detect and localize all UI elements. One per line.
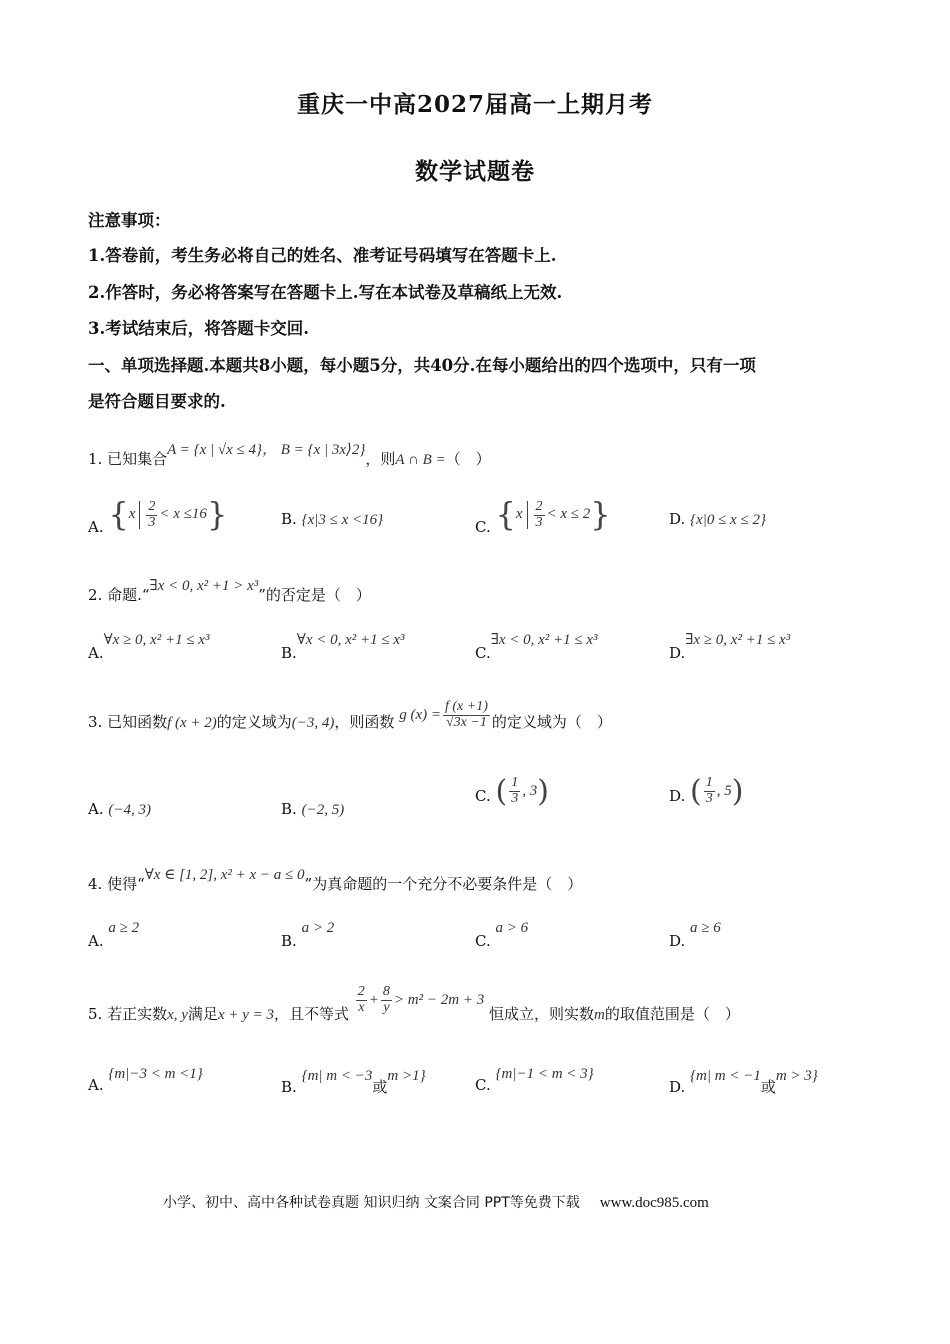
question-2-stem: 2. 命题.“∃x < 0, x² +1 > x³”的否定是（ ） [88, 578, 371, 604]
q1-intersection: A ∩ B = [395, 452, 446, 468]
q3-option-b[interactable]: B. (−2, 5) [281, 800, 345, 818]
exam-subtitle: 数学试题卷 [415, 158, 535, 185]
q4-option-a[interactable]: A. a ≥ 2 [88, 920, 140, 950]
q4-option-c[interactable]: C. a > 6 [475, 920, 529, 950]
question-5-stem: 5. 若正实数x, y满足x + y = 3，且不等式 $\frac{2}{x}$ + $\frac{8}{y}$ > m² − 2m + 3 恒成立，则实数m的取值范围是（ ） [88, 984, 740, 1023]
q4-option-d[interactable]: D. a ≥ 6 [669, 920, 721, 950]
section-1-heading: 一、单项选择题.本题共8小题，每小题5分，共40分.在每小题给出的四个选项中，只有一项 [88, 356, 756, 375]
q5-option-d[interactable]: D. {m| m < −1或m > 3} [669, 1068, 818, 1096]
q2-option-a[interactable]: A.∀x ≥ 0, x² +1 ≤ x³ [88, 632, 210, 662]
q3-option-c[interactable]: C. ( $\frac{1}{3}$ , 3) [475, 774, 549, 809]
page-footer [163, 1192, 709, 1212]
q2-proposition: ∃x < 0, x² +1 > x³ [149, 578, 259, 594]
q1-option-c-math: {x $\frac{2}{3}$ < x ≤ 2} [495, 496, 611, 534]
q5-inequality: $\frac{2}{x}$ + $\frac{8}{y}$ > m² − 2m + 3 [357, 984, 485, 1015]
notice-item-3: 3.考试结束后，将答题卡交回. [88, 319, 309, 338]
q5-option-b[interactable]: B. {m| m < −3或m >1} [281, 1068, 426, 1096]
question-1-stem [88, 442, 491, 469]
q2-option-d[interactable]: D.∃x ≥ 0, x² +1 ≤ x³ [669, 632, 791, 662]
q4-condition: ∀x ∈ [1, 2], x² + x − a ≤ 0 [144, 867, 305, 883]
q5-option-c[interactable]: C. {m|−1 < m < 3} [475, 1066, 594, 1094]
q2-option-c[interactable]: C.∃x < 0, x² +1 ≤ x³ [475, 632, 598, 662]
notice-heading: 注意事项： [88, 211, 171, 230]
q1-option-b-math: {x|3 ≤ x <16} [301, 512, 384, 528]
notice-item-1: 1.答卷前，考生务必将自己的姓名、准考证号码填写在答题卡上. [88, 246, 557, 265]
q3-function-g: g (x) = $\frac{f (x +1)}{√3x -1}$ [399, 699, 488, 730]
footer-text: 小学、初中、高中各种试卷真题 知识归纳 文案合同 PPT等免费下载 [163, 1195, 580, 1211]
notice-item-2: 2.作答时，务必将答案写在答题卡上.写在本试卷及草稿纸上无效. [88, 283, 563, 302]
q1-stem-end: （ ） [445, 450, 491, 468]
q3-option-a[interactable]: A. (−4, 3) [88, 800, 152, 818]
question-4-stem: 4. 使得“∀x ∈ [1, 2], x² + x − a ≤ 0”为真命题的一个充分不必要条件是（ ） [88, 867, 583, 893]
footer-site-link[interactable]: www.doc985.com [599, 1195, 709, 1211]
q5-option-a[interactable]: A. {m|−3 < m <1} [88, 1066, 203, 1094]
exam-title: 重庆一中高2027届高一上期月考 [296, 91, 653, 118]
q1-stem-mid: ，则 [365, 450, 396, 468]
section-1-heading-cont: 是符合题目要求的. [88, 392, 226, 411]
question-3-stem: 3. 已知函数f (x + 2)的定义域为(−3, 4)，则函数 g (x) = $\frac{f (x +1)}{√3x -1}$ 的定义域为（ ） [88, 699, 612, 731]
q4-option-b[interactable]: B. a > 2 [281, 920, 335, 950]
q1-option-b[interactable]: B. {x|3 ≤ x <16} [281, 510, 384, 528]
q3-option-d[interactable]: D. ( $\frac{1}{3}$ , 5) [669, 774, 744, 809]
q2-option-b[interactable]: B.∀x < 0, x² +1 ≤ x³ [281, 632, 405, 662]
q1-option-a[interactable]: A. {x $\frac{2}{3}$ < x ≤16} [88, 496, 228, 537]
q1-option-a-math: {x $\frac{2}{3}$ < x ≤16} [108, 496, 228, 534]
q1-option-d[interactable]: D. {x|0 ≤ x ≤ 2} [669, 510, 766, 528]
q1-option-d-math: {x|0 ≤ x ≤ 2} [690, 512, 766, 528]
q1-stem-text: 1. 已知集合 [88, 450, 168, 468]
q1-option-c[interactable]: C. {x $\frac{2}{3}$ < x ≤ 2} [475, 496, 611, 537]
q1-sets: A = {x | √x ≤ 4}， B = {x | 3x⟩2} [167, 442, 366, 458]
